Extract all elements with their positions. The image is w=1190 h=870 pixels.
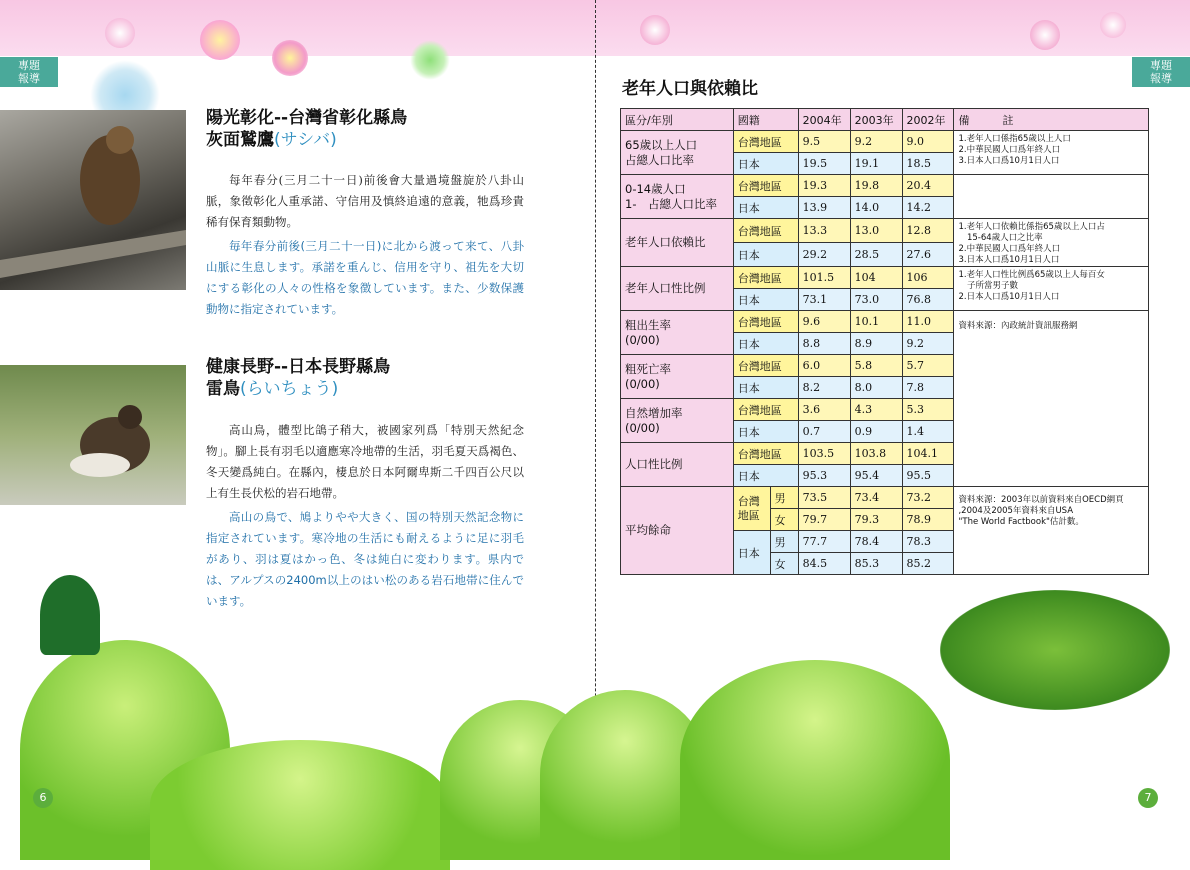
header-cell: 2002年 [902,109,954,131]
table-row [621,131,1149,153]
value-cell: 76.8 [902,289,954,311]
tree-decoration [940,590,1170,710]
value-cell: 104 [850,267,902,289]
region-cell: 台灣地區 [733,175,798,197]
value-cell: 8.8 [798,333,850,355]
flower-decoration [200,20,240,60]
value-cell: 29.2 [798,243,850,267]
population-table [620,108,1149,575]
note-cell: 1.老年人口依賴比係指65歲以上人口占 15-64歲人口之比率 2.中華民國人口爲年終人口 3.日本人口爲10月1日人口 [954,219,1149,267]
hawk-photo [0,110,186,290]
value-cell: 73.5 [798,487,850,509]
region-cell: 日本 [733,421,798,443]
ptarmigan-photo [0,365,186,505]
value-cell: 103.8 [850,443,902,465]
table-header-row [621,109,1149,131]
section-tag: 專題 報導 [1132,57,1190,87]
value-cell: 77.7 [798,531,850,553]
header-cell: 國籍 [733,109,798,131]
sex-cell: 女 [770,509,798,531]
region-cell: 台灣地區 [733,443,798,465]
article2-body-ja: 高山の鳥で、鳩よりやや大きく、国の特別天然記念物に指定されています。寒冷地の生活にも耐えるように足に羽毛があり、羽は夏はかっ色、冬は純白に変わります。県内では、アルプスの2400m以上のはい松のある岩石地帯に住んでいます。 [206,510,524,608]
value-cell: 14.2 [902,197,954,219]
category-cell: 粗死亡率 (0/00) [621,355,734,399]
article2-title: 健康長野--日本長野縣鳥 雷鳥(らいちょう) [206,357,391,399]
sex-cell: 男 [770,531,798,553]
article2-body-zh: 高山鳥，體型比鴿子稍大，被國家列爲「特別天然紀念物」。腳上長有羽毛以適應寒冷地帶的生活，羽毛夏天爲褐色、冬天變爲純白。在縣內，棲息於日本阿爾卑斯二千四百公尺以上有生長伏松的岩石地帶。 [206,423,524,500]
table-row [621,311,1149,333]
hill-decoration [150,740,450,870]
region-cell: 日本 [733,531,770,575]
note-cell: 資料來源：內政統計資訊服務網 [954,311,1149,487]
header-cell: 備 註 [954,109,1149,131]
sex-cell: 女 [770,553,798,575]
value-cell: 78.9 [902,509,954,531]
value-cell: 9.0 [902,131,954,153]
value-cell: 8.9 [850,333,902,355]
category-cell: 65歲以上人口 占總人口比率 [621,131,734,175]
value-cell: 4.3 [850,399,902,421]
note-cell: 資料來源：2003年以前資料來自OECD網頁 ,2004及2005年資料來自USA "The World Factbook"估計數。 [954,487,1149,575]
region-cell: 日本 [733,465,798,487]
flower-decoration [1030,20,1060,50]
region-cell: 日本 [733,377,798,399]
header-cell: 2003年 [850,109,902,131]
note-cell: 1.老年人口性比例爲65歲以上人每百女 子所當男子數 2.日本人口爲10月1日人口 [954,267,1149,311]
flower-decoration [105,18,135,48]
value-cell: 101.5 [798,267,850,289]
value-cell: 95.5 [902,465,954,487]
region-cell: 台灣地區 [733,355,798,377]
section-tag: 專題 報導 [0,57,58,87]
value-cell: 10.1 [850,311,902,333]
value-cell: 78.4 [850,531,902,553]
table-title: 老年人口與依賴比 [622,79,758,99]
value-cell: 6.0 [798,355,850,377]
category-cell: 老年人口性比例 [621,267,734,311]
hill-decoration [680,660,950,860]
article1-body-zh: 每年春分(三月二十一日)前後會大量過境盤旋於八卦山脈，象徵彰化人重承諾、守信用及慎終追遠的意義，牠爲珍貴稀有保育類動物。 [206,173,524,229]
value-cell: 0.9 [850,421,902,443]
region-cell: 日本 [733,333,798,355]
category-cell: 人口性比例 [621,443,734,487]
value-cell: 85.3 [850,553,902,575]
value-cell: 78.3 [902,531,954,553]
sex-cell: 男 [770,487,798,509]
value-cell: 13.0 [850,219,902,243]
value-cell: 12.8 [902,219,954,243]
value-cell: 13.9 [798,197,850,219]
value-cell: 20.4 [902,175,954,197]
value-cell: 9.5 [798,131,850,153]
value-cell: 3.6 [798,399,850,421]
flower-decoration [640,15,670,45]
region-cell: 日本 [733,243,798,267]
hawk-illustration [0,110,186,290]
region-cell: 台灣地區 [733,267,798,289]
value-cell: 95.4 [850,465,902,487]
value-cell: 28.5 [850,243,902,267]
region-cell: 日本 [733,197,798,219]
value-cell: 27.6 [902,243,954,267]
value-cell: 5.7 [902,355,954,377]
value-cell: 106 [902,267,954,289]
category-cell: 粗出生率 (0/00) [621,311,734,355]
table-row [621,267,1149,289]
value-cell: 85.2 [902,553,954,575]
flower-decoration [410,40,450,80]
header-cell: 2004年 [798,109,850,131]
tree-decoration [40,575,100,655]
value-cell: 18.5 [902,153,954,175]
value-cell: 103.5 [798,443,850,465]
header-cell: 區分/年別 [621,109,734,131]
value-cell: 73.1 [798,289,850,311]
value-cell: 1.4 [902,421,954,443]
category-cell: 平均餘命 [621,487,734,575]
category-cell: 0-14歲人口 1- 占總人口比率 [621,175,734,219]
value-cell: 14.0 [850,197,902,219]
flower-decoration [272,40,308,76]
table-row [621,175,1149,197]
value-cell: 84.5 [798,553,850,575]
article1-title: 陽光彰化--台灣省彰化縣鳥 灰面鷲鷹(サシバ) [206,108,408,150]
value-cell: 5.8 [850,355,902,377]
region-cell: 台灣 地區 [733,487,770,531]
ptarmigan-illustration [0,365,186,505]
value-cell: 8.0 [850,377,902,399]
value-cell: 9.2 [850,131,902,153]
table-row [621,487,1149,509]
value-cell: 11.0 [902,311,954,333]
category-cell: 自然增加率 (0/00) [621,399,734,443]
value-cell: 19.3 [798,175,850,197]
value-cell: 104.1 [902,443,954,465]
value-cell: 19.8 [850,175,902,197]
value-cell: 5.3 [902,399,954,421]
region-cell: 台灣地區 [733,219,798,243]
value-cell: 0.7 [798,421,850,443]
page-number: 7 [1138,788,1158,808]
region-cell: 台灣地區 [733,399,798,421]
region-cell: 日本 [733,153,798,175]
note-cell [954,175,1149,219]
value-cell: 8.2 [798,377,850,399]
value-cell: 95.3 [798,465,850,487]
value-cell: 79.3 [850,509,902,531]
value-cell: 19.1 [850,153,902,175]
value-cell: 7.8 [902,377,954,399]
value-cell: 73.0 [850,289,902,311]
region-cell: 台灣地區 [733,131,798,153]
value-cell: 9.2 [902,333,954,355]
flower-decoration [1100,12,1126,38]
table-row [621,219,1149,243]
value-cell: 79.7 [798,509,850,531]
region-cell: 台灣地區 [733,311,798,333]
value-cell: 13.3 [798,219,850,243]
note-cell: 1.老年人口係指65歲以上人口 2.中華民國人口爲年終人口 3.日本人口爲10月1日人口 [954,131,1149,175]
page-number: 6 [33,788,53,808]
value-cell: 9.6 [798,311,850,333]
category-cell: 老年人口依賴比 [621,219,734,267]
region-cell: 日本 [733,289,798,311]
value-cell: 19.5 [798,153,850,175]
value-cell: 73.2 [902,487,954,509]
value-cell: 73.4 [850,487,902,509]
article1-body-ja: 毎年春分前後(三月二十一日)に北から渡って来て、八卦山脈に生息します。承諾を重んじ、信用を守り、祖先を大切にする彰化の人々の性格を象徴しています。また、少数保護動物に指定されています。 [206,239,524,316]
